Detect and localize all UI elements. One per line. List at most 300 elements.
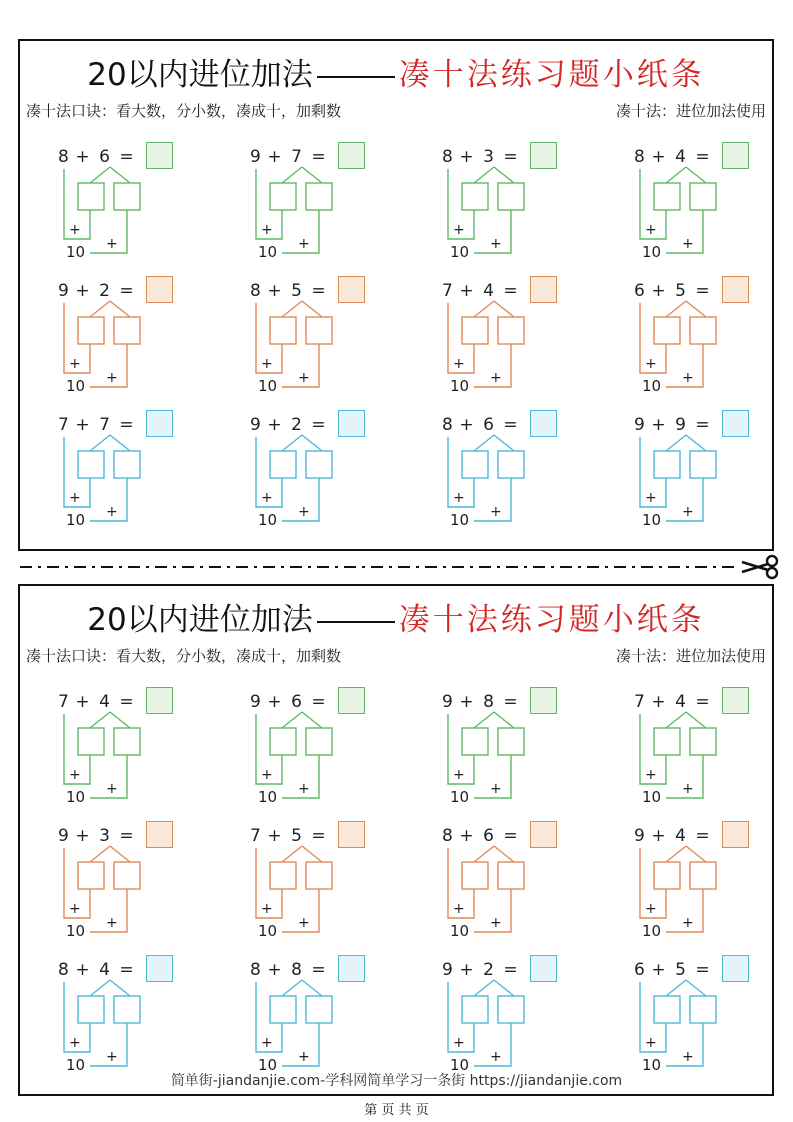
problem-card <box>218 678 388 808</box>
branch-line <box>90 712 110 728</box>
plus-sign: + <box>106 370 118 386</box>
plus-sign: + <box>75 281 91 301</box>
addend-a: 9 <box>442 692 454 712</box>
addend-b: 7 <box>291 147 303 167</box>
title-dash <box>317 621 395 623</box>
plus-sign: + <box>267 147 283 167</box>
problem-card <box>26 401 196 531</box>
problem-card <box>410 133 580 263</box>
plus-sign: + <box>453 356 465 372</box>
addend-a: 9 <box>442 960 454 980</box>
problem-card <box>410 267 580 397</box>
addend-a: 9 <box>634 826 646 846</box>
page-counter: 第 页 共 页 <box>364 1103 429 1118</box>
addend-a: 9 <box>58 281 70 301</box>
plus-sign: + <box>453 490 465 506</box>
split-box <box>498 451 524 478</box>
ten-label: 10 <box>450 511 470 529</box>
plus-sign: + <box>75 692 91 712</box>
branch-line <box>110 167 130 183</box>
plus-sign: + <box>267 415 283 435</box>
addend-b: 5 <box>291 826 303 846</box>
addend-b: 4 <box>483 281 495 301</box>
ten-label: 10 <box>642 377 662 395</box>
branch-line <box>474 301 494 317</box>
plus-sign: + <box>75 826 91 846</box>
split-box <box>462 183 488 210</box>
split-box <box>270 451 296 478</box>
addend-b: 5 <box>291 281 303 301</box>
worksheet-title <box>20 594 772 638</box>
addend-b: 4 <box>675 147 687 167</box>
cut-line <box>20 566 740 568</box>
plus-sign: + <box>261 222 273 238</box>
problem-card <box>26 267 196 397</box>
rhyme-text: 凑十法口诀：看大数，分小数，凑成十，加剩数 <box>26 647 342 665</box>
split-box <box>690 728 716 755</box>
branch-line <box>666 846 686 862</box>
addend-a: 8 <box>250 960 262 980</box>
problem-card <box>602 133 772 263</box>
problem-card <box>602 401 772 531</box>
plus-sign: + <box>267 692 283 712</box>
branch-line <box>302 846 322 862</box>
branch-line <box>282 846 302 862</box>
branch-line <box>282 712 302 728</box>
split-box <box>306 183 332 210</box>
branch-line <box>494 301 514 317</box>
branch-line <box>666 301 686 317</box>
ten-label: 10 <box>642 511 662 529</box>
plus-sign: + <box>645 767 657 783</box>
plus-sign: + <box>490 915 502 931</box>
split-box <box>498 728 524 755</box>
plus-sign: + <box>69 490 81 506</box>
plus-sign: + <box>459 281 475 301</box>
problem-card <box>602 678 772 808</box>
split-box <box>78 183 104 210</box>
equals-sign: = <box>503 826 519 846</box>
split-box <box>270 728 296 755</box>
addend-a: 7 <box>58 692 70 712</box>
equals-sign: = <box>119 281 135 301</box>
plus-sign: + <box>261 901 273 917</box>
branch-line <box>90 167 110 183</box>
branch-line <box>686 167 706 183</box>
title-black: 20以内进位加法 <box>87 57 313 93</box>
plus-sign: + <box>490 781 502 797</box>
plus-sign: + <box>106 236 118 252</box>
problem-card <box>218 946 388 1076</box>
split-box <box>690 317 716 344</box>
split-box <box>654 996 680 1023</box>
split-box <box>306 996 332 1023</box>
branch-line <box>686 301 706 317</box>
split-box <box>114 996 140 1023</box>
ten-label: 10 <box>66 511 86 529</box>
title-red: 凑十法练习题小纸条 <box>398 602 705 638</box>
problem-grid <box>20 678 776 1088</box>
split-box <box>654 451 680 478</box>
ten-label: 10 <box>66 1056 86 1074</box>
branch-line <box>282 435 302 451</box>
ten-label: 10 <box>450 243 470 261</box>
split-box <box>114 451 140 478</box>
equals-sign: = <box>311 147 327 167</box>
ten-label: 10 <box>258 922 278 940</box>
addend-a: 9 <box>250 415 262 435</box>
addend-b: 7 <box>99 415 111 435</box>
plus-sign: + <box>75 415 91 435</box>
plus-sign: + <box>267 826 283 846</box>
branch-line <box>686 846 706 862</box>
split-box <box>306 862 332 889</box>
plus-sign: + <box>651 826 667 846</box>
branch-line <box>110 301 130 317</box>
plus-sign: + <box>69 356 81 372</box>
branch-line <box>494 712 514 728</box>
plus-sign: + <box>645 490 657 506</box>
split-box <box>114 862 140 889</box>
plus-sign: + <box>267 281 283 301</box>
addend-b: 2 <box>483 960 495 980</box>
split-box <box>462 996 488 1023</box>
ten-label: 10 <box>642 243 662 261</box>
split-box <box>654 183 680 210</box>
split-box <box>462 728 488 755</box>
addend-a: 8 <box>58 147 70 167</box>
addend-a: 8 <box>58 960 70 980</box>
addend-b: 4 <box>99 960 111 980</box>
addend-a: 6 <box>634 281 646 301</box>
addend-a: 7 <box>634 692 646 712</box>
usage-text: 凑十法：进位加法使用 <box>615 102 766 120</box>
branch-line <box>686 712 706 728</box>
split-box <box>306 728 332 755</box>
plus-sign: + <box>69 767 81 783</box>
plus-sign: + <box>490 236 502 252</box>
title-black: 20以内进位加法 <box>87 602 313 638</box>
addend-b: 5 <box>675 960 687 980</box>
problem-card <box>602 946 772 1076</box>
split-box <box>654 728 680 755</box>
addend-a: 7 <box>442 281 454 301</box>
plus-sign: + <box>261 490 273 506</box>
addend-a: 8 <box>442 147 454 167</box>
equals-sign: = <box>695 415 711 435</box>
plus-sign: + <box>682 915 694 931</box>
branch-line <box>494 167 514 183</box>
ten-label: 10 <box>450 1056 470 1074</box>
branch-line <box>474 712 494 728</box>
plus-sign: + <box>645 1035 657 1051</box>
plus-sign: + <box>651 147 667 167</box>
plus-sign: + <box>453 222 465 238</box>
problem-grid <box>20 133 776 543</box>
branch-line <box>686 980 706 996</box>
split-box <box>498 183 524 210</box>
branch-line <box>666 435 686 451</box>
equals-sign: = <box>503 960 519 980</box>
split-box <box>306 317 332 344</box>
branch-line <box>302 712 322 728</box>
plus-sign: + <box>645 356 657 372</box>
plus-sign: + <box>459 960 475 980</box>
branch-line <box>90 846 110 862</box>
problem-card <box>410 812 580 942</box>
plus-sign: + <box>75 960 91 980</box>
problem-card <box>26 812 196 942</box>
footer-watermark: 简单街-jiandanjie.com-学科网简单学习一条街 https://jiandanjie.com <box>170 1073 623 1089</box>
problem-card <box>218 812 388 942</box>
plus-sign: + <box>298 781 310 797</box>
split-box <box>654 862 680 889</box>
branch-line <box>282 167 302 183</box>
branch-line <box>666 167 686 183</box>
split-box <box>690 183 716 210</box>
split-box <box>270 183 296 210</box>
addend-b: 6 <box>99 147 111 167</box>
equals-sign: = <box>503 281 519 301</box>
addend-b: 6 <box>483 826 495 846</box>
equals-sign: = <box>119 692 135 712</box>
problem-card <box>410 946 580 1076</box>
branch-line <box>110 435 130 451</box>
equals-sign: = <box>311 281 327 301</box>
split-box <box>270 996 296 1023</box>
branch-line <box>110 846 130 862</box>
split-box <box>498 317 524 344</box>
plus-sign: + <box>106 1049 118 1065</box>
split-box <box>462 451 488 478</box>
plus-sign: + <box>490 504 502 520</box>
split-box <box>78 862 104 889</box>
plus-sign: + <box>261 1035 273 1051</box>
addend-a: 8 <box>442 415 454 435</box>
plus-sign: + <box>651 692 667 712</box>
plus-sign: + <box>645 222 657 238</box>
worksheet-top <box>18 39 774 551</box>
equals-sign: = <box>119 960 135 980</box>
addend-b: 5 <box>675 281 687 301</box>
equals-sign: = <box>503 415 519 435</box>
problem-card <box>410 401 580 531</box>
addend-b: 4 <box>99 692 111 712</box>
problem-card <box>26 133 196 263</box>
addend-b: 2 <box>291 415 303 435</box>
branch-line <box>474 846 494 862</box>
addend-b: 2 <box>99 281 111 301</box>
ten-label: 10 <box>66 377 86 395</box>
plus-sign: + <box>298 1049 310 1065</box>
equals-sign: = <box>119 147 135 167</box>
split-box <box>654 317 680 344</box>
addend-b: 9 <box>675 415 687 435</box>
problem-card <box>26 946 196 1076</box>
plus-sign: + <box>75 147 91 167</box>
equals-sign: = <box>119 826 135 846</box>
branch-line <box>474 980 494 996</box>
ten-label: 10 <box>258 511 278 529</box>
title-dash <box>317 76 395 78</box>
plus-sign: + <box>298 915 310 931</box>
plus-sign: + <box>453 1035 465 1051</box>
split-box <box>498 862 524 889</box>
split-box <box>690 996 716 1023</box>
equals-sign: = <box>695 147 711 167</box>
equals-sign: = <box>311 692 327 712</box>
plus-sign: + <box>298 370 310 386</box>
branch-line <box>302 435 322 451</box>
split-box <box>270 862 296 889</box>
plus-sign: + <box>682 504 694 520</box>
plus-sign: + <box>298 236 310 252</box>
addend-a: 9 <box>250 147 262 167</box>
plus-sign: + <box>106 915 118 931</box>
plus-sign: + <box>459 692 475 712</box>
branch-line <box>474 167 494 183</box>
plus-sign: + <box>106 504 118 520</box>
addend-a: 9 <box>250 692 262 712</box>
branch-line <box>686 435 706 451</box>
problem-card <box>26 678 196 808</box>
branch-line <box>302 301 322 317</box>
problem-card <box>602 812 772 942</box>
split-box <box>114 183 140 210</box>
branch-line <box>110 712 130 728</box>
equals-sign: = <box>119 415 135 435</box>
equals-sign: = <box>311 415 327 435</box>
plus-sign: + <box>651 415 667 435</box>
problem-card <box>218 267 388 397</box>
addend-b: 6 <box>483 415 495 435</box>
plus-sign: + <box>651 960 667 980</box>
branch-line <box>90 435 110 451</box>
equals-sign: = <box>695 960 711 980</box>
branch-line <box>90 980 110 996</box>
problem-card <box>602 267 772 397</box>
equals-sign: = <box>695 826 711 846</box>
addend-b: 4 <box>675 692 687 712</box>
equals-sign: = <box>695 692 711 712</box>
branch-line <box>282 301 302 317</box>
title-red: 凑十法练习题小纸条 <box>398 57 705 93</box>
ten-label: 10 <box>258 377 278 395</box>
plus-sign: + <box>645 901 657 917</box>
branch-line <box>474 435 494 451</box>
branch-line <box>302 167 322 183</box>
addend-b: 8 <box>483 692 495 712</box>
addend-a: 8 <box>634 147 646 167</box>
plus-sign: + <box>453 901 465 917</box>
branch-line <box>90 301 110 317</box>
split-box <box>78 728 104 755</box>
addend-b: 6 <box>291 692 303 712</box>
split-box <box>690 451 716 478</box>
plus-sign: + <box>490 370 502 386</box>
ten-label: 10 <box>258 243 278 261</box>
addend-a: 9 <box>58 826 70 846</box>
addend-a: 8 <box>250 281 262 301</box>
branch-line <box>282 980 302 996</box>
branch-line <box>494 846 514 862</box>
ten-label: 10 <box>66 243 86 261</box>
ten-label: 10 <box>450 922 470 940</box>
addend-a: 7 <box>58 415 70 435</box>
plus-sign: + <box>261 356 273 372</box>
scissors-icon <box>738 554 782 580</box>
split-box <box>498 996 524 1023</box>
split-box <box>462 317 488 344</box>
branch-line <box>494 980 514 996</box>
split-box <box>78 317 104 344</box>
problem-card <box>218 401 388 531</box>
addend-b: 4 <box>675 826 687 846</box>
equals-sign: = <box>695 281 711 301</box>
plus-sign: + <box>106 781 118 797</box>
split-box <box>306 451 332 478</box>
worksheet-bottom <box>18 584 774 1096</box>
split-box <box>78 451 104 478</box>
plus-sign: + <box>69 222 81 238</box>
plus-sign: + <box>298 504 310 520</box>
plus-sign: + <box>682 370 694 386</box>
ten-label: 10 <box>642 788 662 806</box>
split-box <box>114 728 140 755</box>
addend-a: 9 <box>634 415 646 435</box>
equals-sign: = <box>311 960 327 980</box>
usage-text: 凑十法：进位加法使用 <box>615 647 766 665</box>
ten-label: 10 <box>258 788 278 806</box>
equals-sign: = <box>311 826 327 846</box>
addend-b: 8 <box>291 960 303 980</box>
branch-line <box>494 435 514 451</box>
plus-sign: + <box>453 767 465 783</box>
plus-sign: + <box>682 781 694 797</box>
addend-b: 3 <box>99 826 111 846</box>
problem-card <box>410 678 580 808</box>
worksheet-title <box>20 49 772 93</box>
plus-sign: + <box>459 415 475 435</box>
branch-line <box>666 712 686 728</box>
plus-sign: + <box>261 767 273 783</box>
branch-line <box>110 980 130 996</box>
plus-sign: + <box>459 826 475 846</box>
plus-sign: + <box>490 1049 502 1065</box>
split-box <box>78 996 104 1023</box>
plus-sign: + <box>69 901 81 917</box>
ten-label: 10 <box>642 922 662 940</box>
ten-label: 10 <box>642 1056 662 1074</box>
ten-label: 10 <box>258 1056 278 1074</box>
addend-b: 3 <box>483 147 495 167</box>
plus-sign: + <box>651 281 667 301</box>
problem-card <box>218 133 388 263</box>
branch-line <box>302 980 322 996</box>
branch-line <box>666 980 686 996</box>
plus-sign: + <box>267 960 283 980</box>
plus-sign: + <box>69 1035 81 1051</box>
equals-sign: = <box>503 147 519 167</box>
addend-a: 7 <box>250 826 262 846</box>
ten-label: 10 <box>450 788 470 806</box>
split-box <box>114 317 140 344</box>
plus-sign: + <box>459 147 475 167</box>
ten-label: 10 <box>450 377 470 395</box>
ten-label: 10 <box>66 788 86 806</box>
ten-label: 10 <box>66 922 86 940</box>
split-box <box>690 862 716 889</box>
